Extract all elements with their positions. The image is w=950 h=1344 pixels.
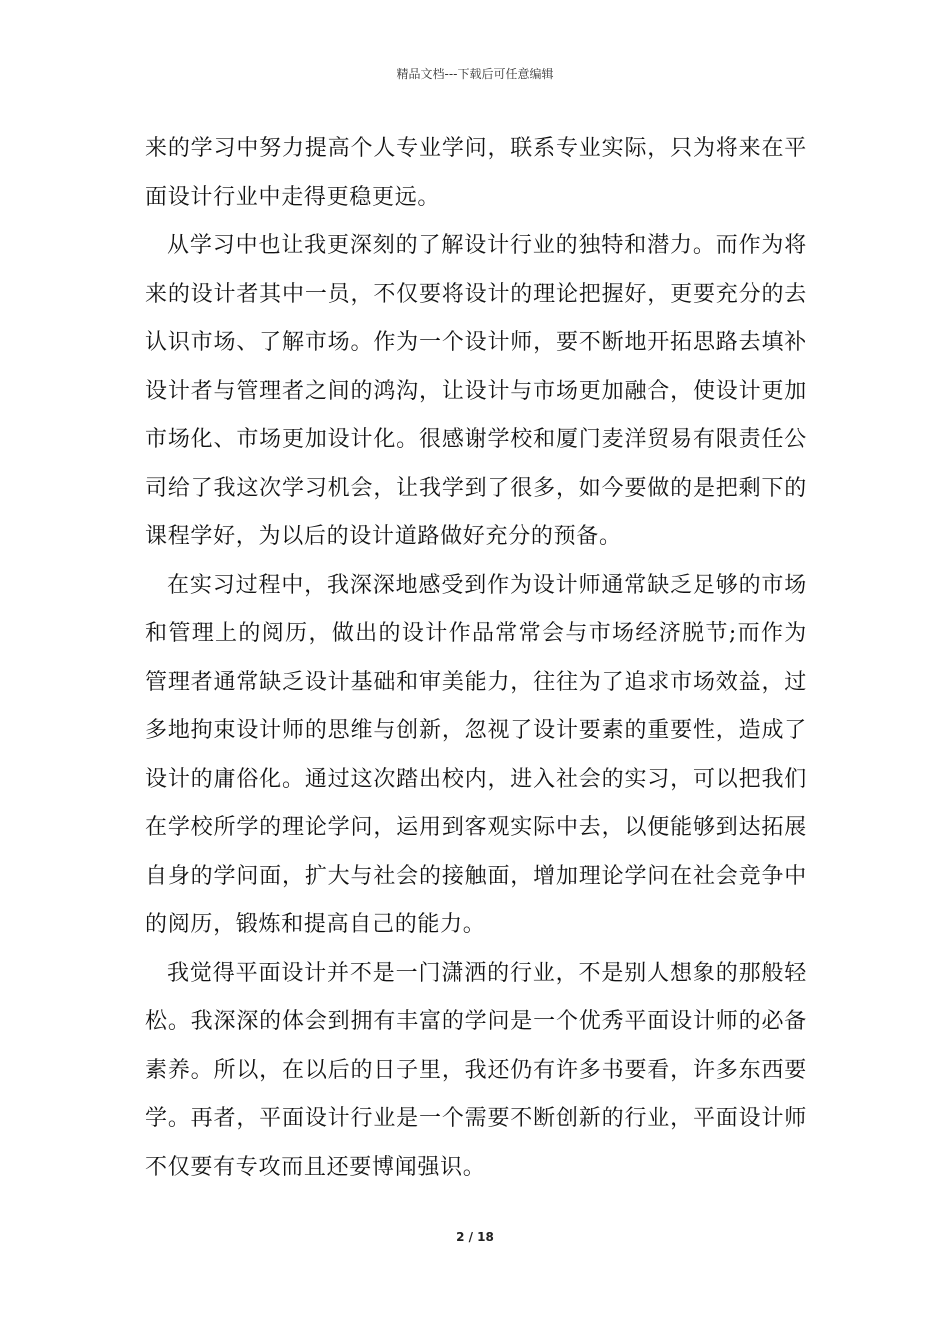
page-header: 精品文档---下载后可任意编辑 <box>396 67 554 81</box>
page-number: 2 / 18 <box>456 1230 494 1244</box>
paragraph-4: 我觉得平面设计并不是一门潇洒的行业，不是别人想象的那般轻松。我深深的体会到拥有丰富的学问是一个优秀平面设计师的必备素养。所以，在以后的日子里，我还仍有许多书要看，许多东西要学。再者，平面设计行业是一个需要不断创新的行业，平面设计师不仅要有专攻而且还要博闻强识。 <box>145 960 807 1180</box>
document-body <box>145 125 807 1192</box>
paragraph-1: 来的学习中努力提高个人专业学问，联系专业实际，只为将来在平面设计行业中走得更稳更远。 <box>145 136 807 210</box>
paragraph-3: 在实习过程中，我深深地感受到作为设计师通常缺乏足够的市场和管理上的阅历，做出的设计作品常常会与市场经济脱节;而作为管理者通常缺乏设计基础和审美能力，往往为了追求市场效益，过多地拘束设计师的思维与创新，忽视了设计要素的重要性，造成了设计的庸俗化。通过这次踏出校内，进入社会的实习，可以把我们在学校所学的理论学问，运用到客观实际中去，以便能够到达拓展自身的学问面，扩大与社会的接触面，增加理论学问在社会竞争中的阅历，锻炼和提高自己的能力。 <box>145 572 807 937</box>
paragraph-2: 从学习中也让我更深刻的了解设计行业的独特和潜力。而作为将来的设计者其中一员，不仅要将设计的理论把握好，更要充分的去认识市场、了解市场。作为一个设计师，要不断地开拓思路去填补设计者与管理者之间的鸿沟，让设计与市场更加融合，使设计更加市场化、市场更加设计化。很感谢学校和厦门麦洋贸易有限责任公司给了我这次学习机会，让我学到了很多，如今要做的是把剩下的课程学好，为以后的设计道路做好充分的预备。 <box>145 233 807 549</box>
